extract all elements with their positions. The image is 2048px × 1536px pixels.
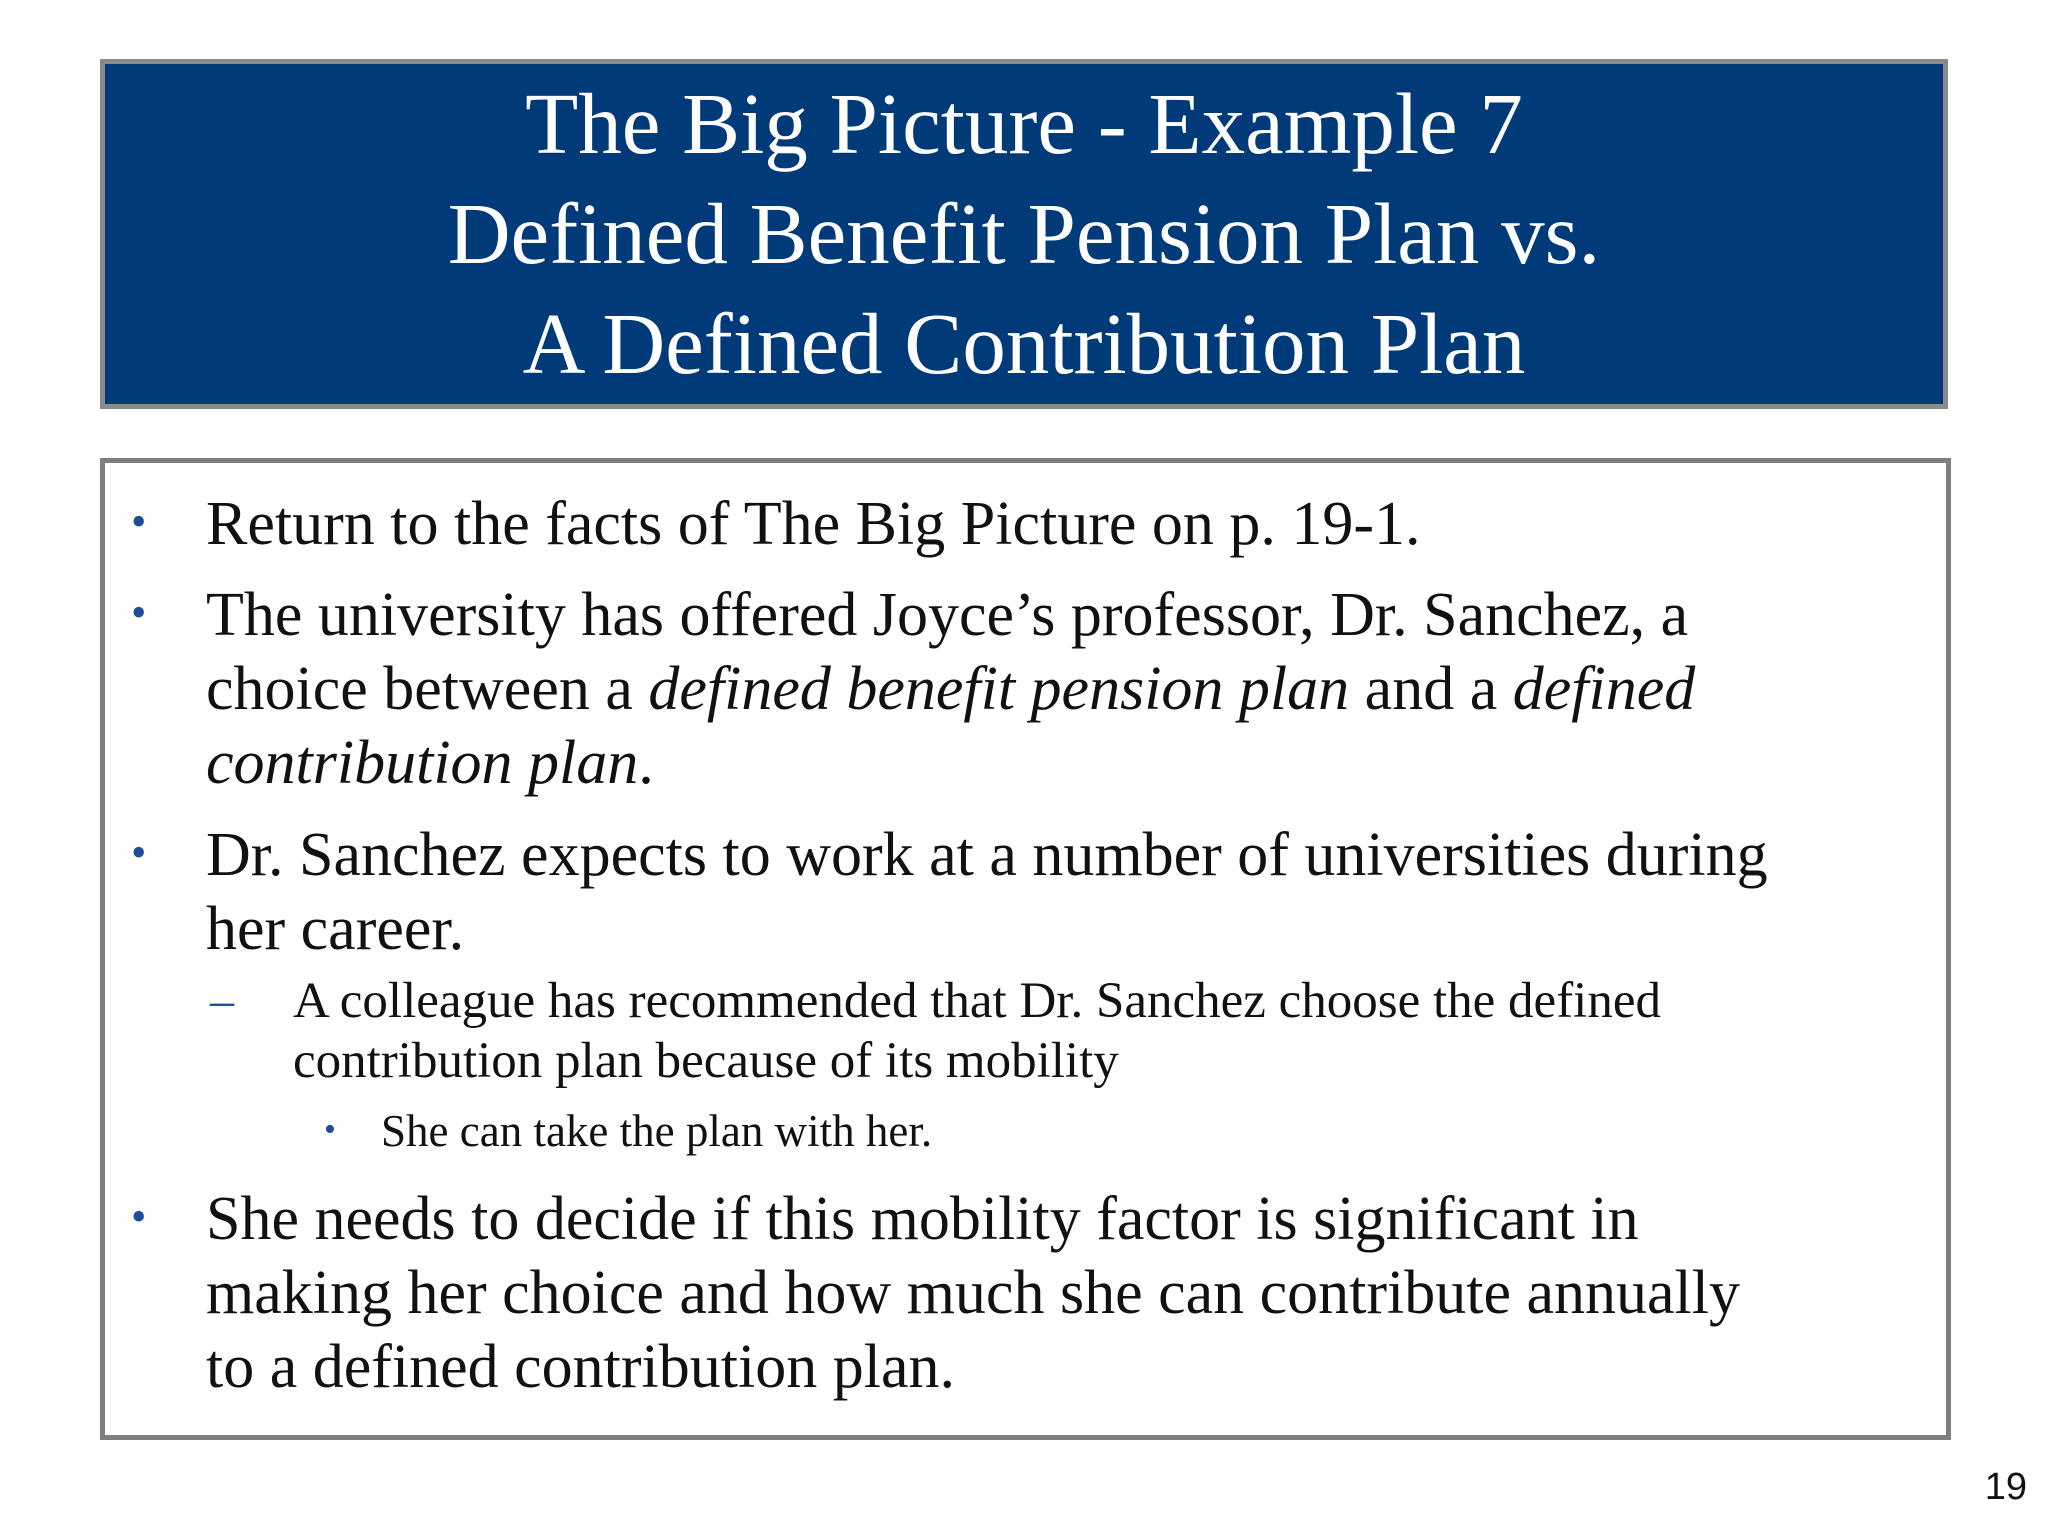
slide-title-line-2: Defined Benefit Pension Plan vs.: [447, 185, 1601, 282]
slide-title-banner: [100, 59, 1948, 409]
sub-sub-bullet-text-line: She can take the plan with her.: [381, 1106, 933, 1156]
bullet-item-university-offer: [131, 578, 1696, 800]
slide-title-line-3: A Defined Contribution Plan: [522, 295, 1526, 392]
bullet-text-line: to a defined contribution plan.: [206, 1333, 955, 1401]
bullet-text-line: Return to the facts of The Big Picture on p. 19-1.: [206, 490, 1421, 558]
sub-bullet-text-line: contribution plan because of its mobility: [293, 1033, 1119, 1089]
sub-bullet-colleague-recommendation: [210, 971, 1661, 1091]
emphasis-defined-benefit: defined benefit pension plan: [648, 655, 1350, 723]
bullet-icon: •: [131, 497, 147, 546]
bullet-text-line: Dr. Sanchez expects to work at a number of universities during: [206, 821, 1768, 889]
bullet-text-line: [206, 652, 1695, 726]
text-run: .: [638, 729, 654, 797]
emphasis-contribution-plan: contribution plan: [206, 729, 639, 797]
sub-bullet-text-line: A colleague has recommended that Dr. Sanchez choose the defined: [293, 973, 1661, 1029]
text-run: choice between a: [206, 655, 649, 723]
bullet-icon: •: [131, 1192, 147, 1241]
bullet-text-line: The university has offered Joyce’s professor, Dr. Sanchez, a: [206, 581, 1689, 649]
slide-title-line-1: The Big Picture - Example 7: [525, 75, 1523, 172]
bullet-icon: •: [324, 1111, 336, 1148]
bullet-item-decide-mobility: [131, 1182, 1740, 1404]
bullet-text-line: making her choice and how much she can contribute annually: [206, 1259, 1740, 1327]
slide-page-number: 19: [1984, 1466, 2027, 1508]
bullet-icon: •: [131, 588, 147, 637]
bullet-item-work-universities: [131, 818, 1768, 966]
slide-content-box: [100, 458, 1951, 1440]
text-run: and a: [1349, 655, 1513, 723]
bullet-text-line: She needs to decide if this mobility factor is significant in: [206, 1185, 1639, 1253]
bullet-icon: •: [131, 828, 147, 877]
bullet-text-line: [206, 726, 1695, 800]
dash-icon: –: [210, 974, 234, 1027]
sub-sub-bullet-take-plan: [324, 1104, 933, 1158]
bullet-text-line: her career.: [206, 895, 465, 963]
emphasis-defined: defined: [1512, 655, 1696, 723]
bullet-item-return-to-facts: [131, 487, 1421, 561]
